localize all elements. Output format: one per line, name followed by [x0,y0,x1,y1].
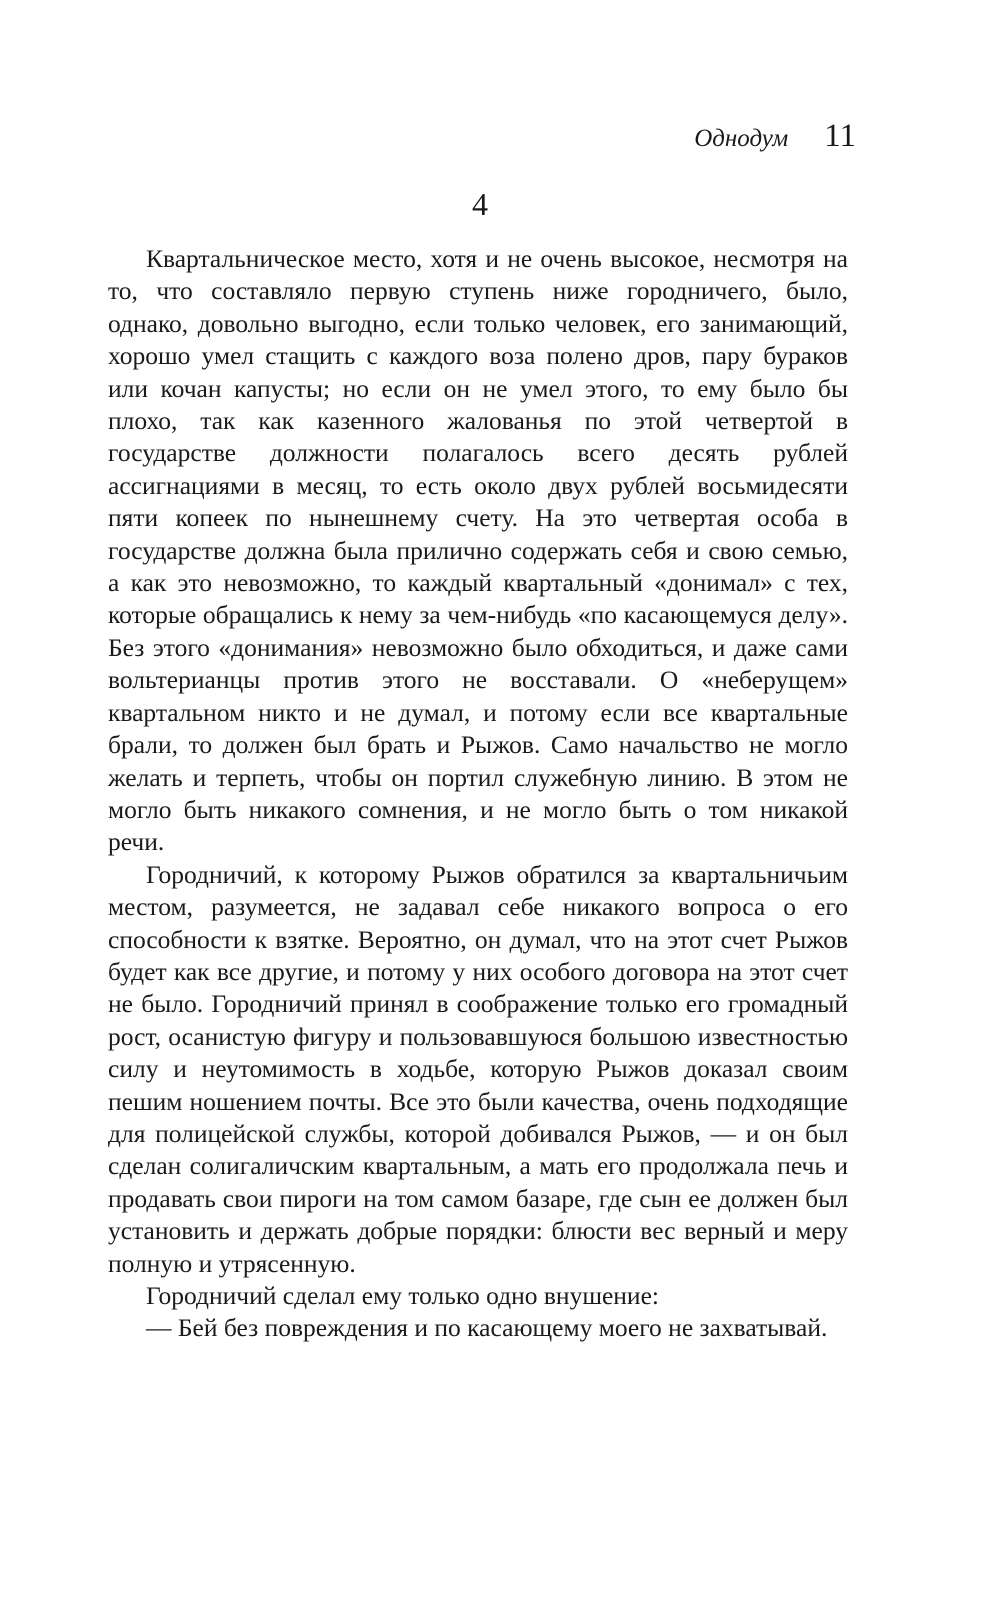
page-number: 11 [824,118,856,154]
paragraph: Квартальническое место, хотя и не очень высокое, несмотря на то, что составляло первую ступень ниже городничего, было, однако, довольно выгодно, если только человек, его занимающий, хорошо умел стащить с каждого воза полено дров, пару бураков или кочан капусты; но если он не умел этого, то ему было бы плохо, так как казенного жалованья по этой четвертой в государстве должности полагалось всего десять рублей ассигнациями в месяц, то есть около двух рублей восьмидесяти пяти копеек по нынешнему счету. На это четвертая особа в государстве должна была прилично содержать себя и свою семью, а как это невозможно, то каждый квартальный «донимал» с тех, которые обращались к нему за чем-нибудь «по касающемуся делу». Без этого «донимания» невозможно было обходиться, и даже сами вольтерианцы против этого не восставали. О «неберущем» квартальном никто и не думал, и потому если все квартальные брали, то должен был брать и Рыжов. Само начальство не могло желать и терпеть, чтобы он портил служебную линию. В этом не могло быть никакого сомнения, и не могло быть о том никакой речи. [108,244,848,857]
body-text [108,243,848,1345]
paragraph: Городничий сделал ему только одно внушение: [146,1281,659,1310]
paragraph: Городничий, к которому Рыжов обратился за квартальничьим местом, разумеется, не задавал себе никакого вопроса о его способности к взятке. Вероятно, он думал, что на этот счет Рыжов будет как все другие, и потому у них особого договора на этот счет не было. Городничий принял в соображение только его громадный рост, осанистую фигуру и пользовавшуюся большою известностью силу и неутомимость в ходьбе, которую Рыжов доказал своим пешим ношением почты. Все это были качества, очень подходящие для полицейской службы, которой добивался Рыжов, — и он был сделан солигаличским квартальным, а мать его продолжала печь и продавать свои пироги на том самом базаре, где сын ее должен был установить и держать добрые порядки: блюсти вес верный и меру полную и утрясенную. [108,859,848,1278]
running-header [694,118,856,155]
dialogue-line: — Бей без повреждения и по касающему моего не захватывай. [146,1313,828,1343]
running-title: Однодум [694,125,789,152]
chapter-number: 4 [472,186,488,222]
